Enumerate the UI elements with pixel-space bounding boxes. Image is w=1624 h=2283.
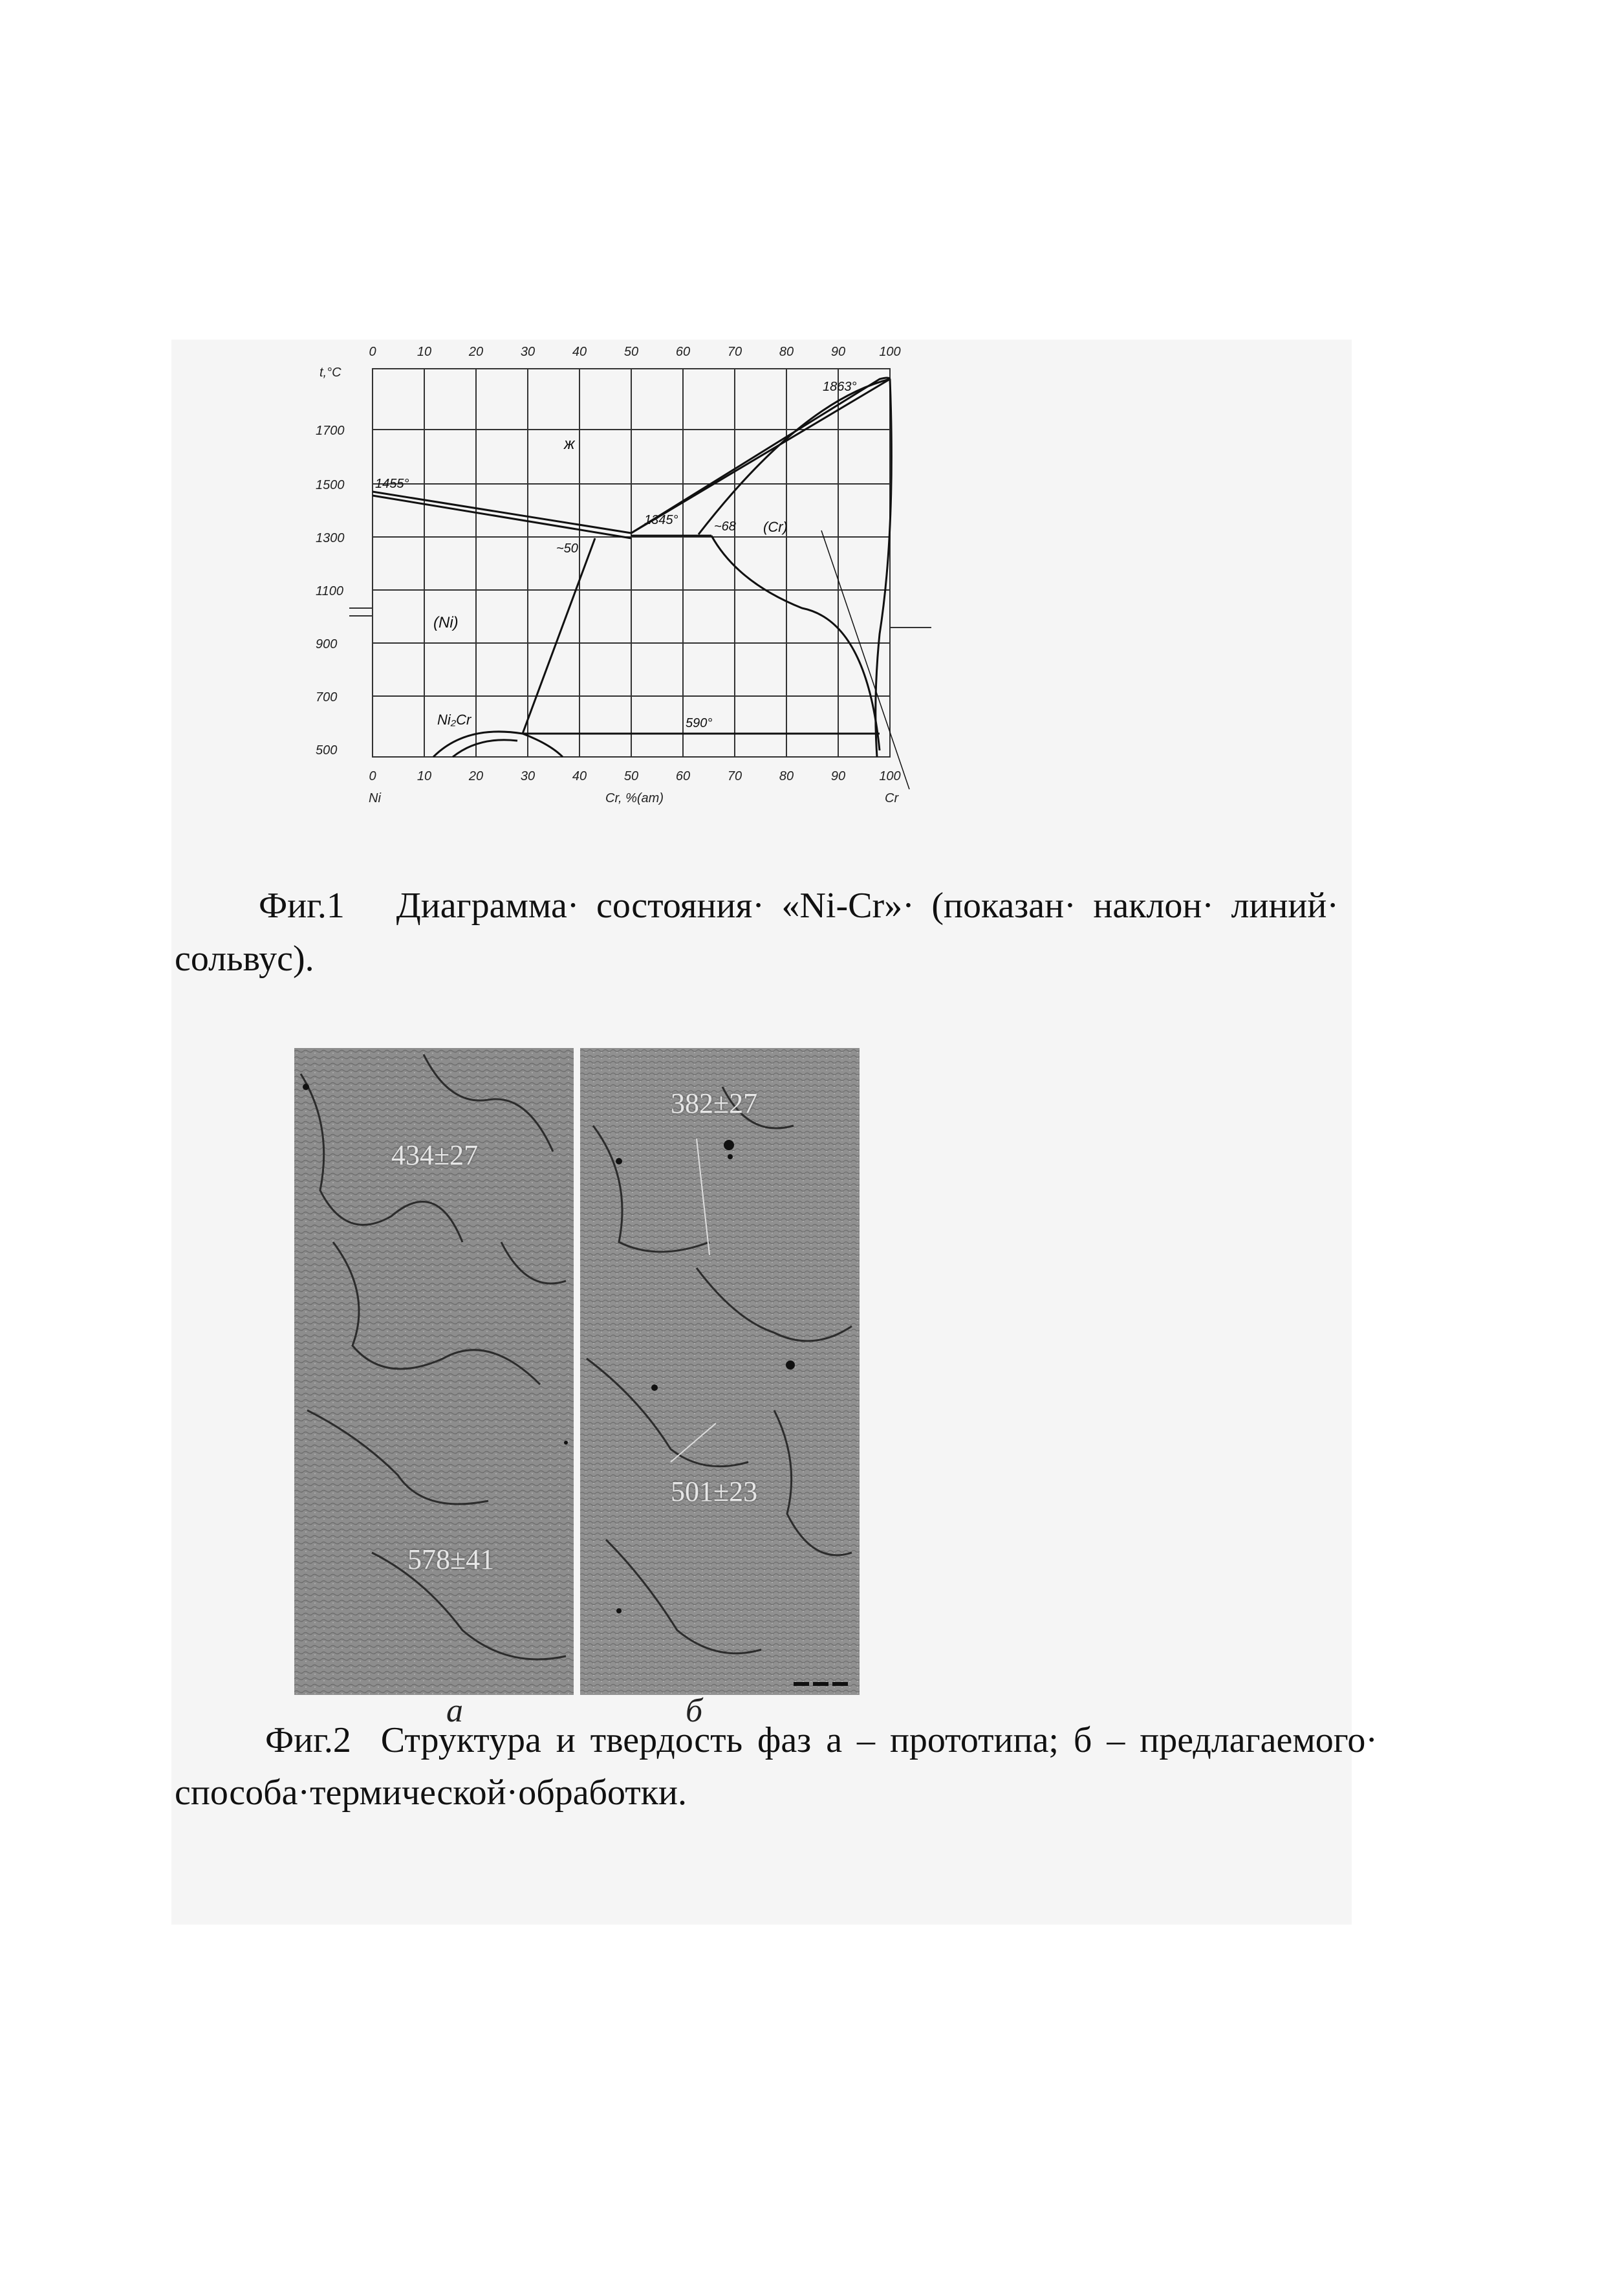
top-tick: 90	[830, 345, 846, 359]
bottom-tick: 40	[572, 769, 587, 783]
top-tick: 10	[417, 345, 432, 359]
bottom-tick: 100	[879, 769, 901, 783]
ni-melting-annotation: 1455°	[375, 477, 409, 491]
eutectic-right-annotation: ~68	[714, 519, 736, 534]
panel-a-label: а	[446, 1692, 463, 1729]
bottom-tick: 0	[369, 769, 376, 783]
diagram-grid	[349, 369, 931, 757]
hardness-a-bottom: 578±41	[407, 1544, 495, 1575]
top-tick: 50	[623, 345, 639, 359]
y-axis-label: t,°C	[319, 366, 341, 380]
bottom-tick: 20	[468, 769, 484, 783]
figure1-title: Фиг.1	[259, 886, 345, 926]
figure2-caption-line2: способа·термической·обработки.	[175, 1773, 687, 1813]
ni-solution-label: (Ni)	[433, 614, 459, 631]
liquid-phase-label: ж	[564, 435, 575, 453]
phase-diagram-svg	[310, 336, 983, 841]
intermetallic-label: Ni₂Cr	[437, 712, 471, 728]
y-tick: 1300	[316, 531, 345, 545]
figure1-caption	[259, 880, 1339, 932]
ni-cr-phase-diagram	[310, 336, 983, 841]
figure2-title: Фиг.2	[265, 1720, 351, 1760]
top-tick: 20	[468, 345, 484, 359]
bottom-tick: 60	[675, 769, 691, 783]
left-element-label: Ni	[369, 791, 381, 805]
right-element-label: Cr	[885, 791, 899, 805]
hardness-b-top: 382±27	[671, 1087, 758, 1119]
micrograph-b-texture	[580, 1048, 860, 1695]
top-tick: 100	[879, 345, 901, 359]
y-tick: 1700	[316, 424, 345, 438]
y-tick: 900	[316, 637, 338, 651]
bottom-tick: 30	[520, 769, 536, 783]
y-tick: 1100	[316, 584, 344, 598]
top-tick: 80	[779, 345, 794, 359]
top-tick: 60	[675, 345, 691, 359]
y-tick: 700	[316, 690, 338, 705]
panel-b-label: б	[686, 1692, 703, 1729]
scale-bar-segment	[813, 1682, 828, 1686]
top-tick: 70	[727, 345, 742, 359]
bottom-tick: 90	[830, 769, 846, 783]
eutectic-annotation: 1345°	[644, 513, 678, 527]
bottom-tick: 80	[779, 769, 794, 783]
figure2-caption-line1	[175, 1714, 1378, 1767]
figure1-caption-text: Диаграмма· состояния· «Ni-Cr»· (показан· наклон· линий·	[396, 886, 1339, 926]
y-tick: 1500	[316, 478, 345, 492]
cr-melting-annotation: 1863°	[823, 380, 857, 394]
y-tick: 500	[316, 743, 338, 758]
scale-bar-segment	[832, 1682, 848, 1686]
figure2-caption-text: Структура и твердость фаз а – прототипа; б – предлагаемого·	[380, 1720, 1378, 1760]
micrograph-panel-b	[580, 1048, 860, 1695]
bottom-tick: 70	[727, 769, 742, 783]
figure1-caption-line1	[259, 880, 1339, 932]
scale-bar-segment	[794, 1682, 809, 1686]
figure1-caption-line2: сольвус).	[175, 939, 314, 979]
eutectic-left-annotation: ~50	[556, 541, 578, 556]
micrograph-panel-a	[294, 1048, 574, 1695]
bottom-tick: 10	[417, 769, 432, 783]
ordering-annotation: 590°	[686, 716, 713, 730]
hardness-a-top: 434±27	[391, 1139, 479, 1171]
top-tick: 30	[520, 345, 536, 359]
top-tick: 0	[369, 345, 376, 359]
bottom-tick: 50	[623, 769, 639, 783]
hardness-b-bottom: 501±23	[671, 1476, 758, 1507]
x-axis-label: Cr, %(am)	[605, 791, 664, 805]
cr-solution-label: (Cr)	[763, 519, 788, 535]
top-tick: 40	[572, 345, 587, 359]
figure2-caption	[175, 1714, 1378, 1819]
